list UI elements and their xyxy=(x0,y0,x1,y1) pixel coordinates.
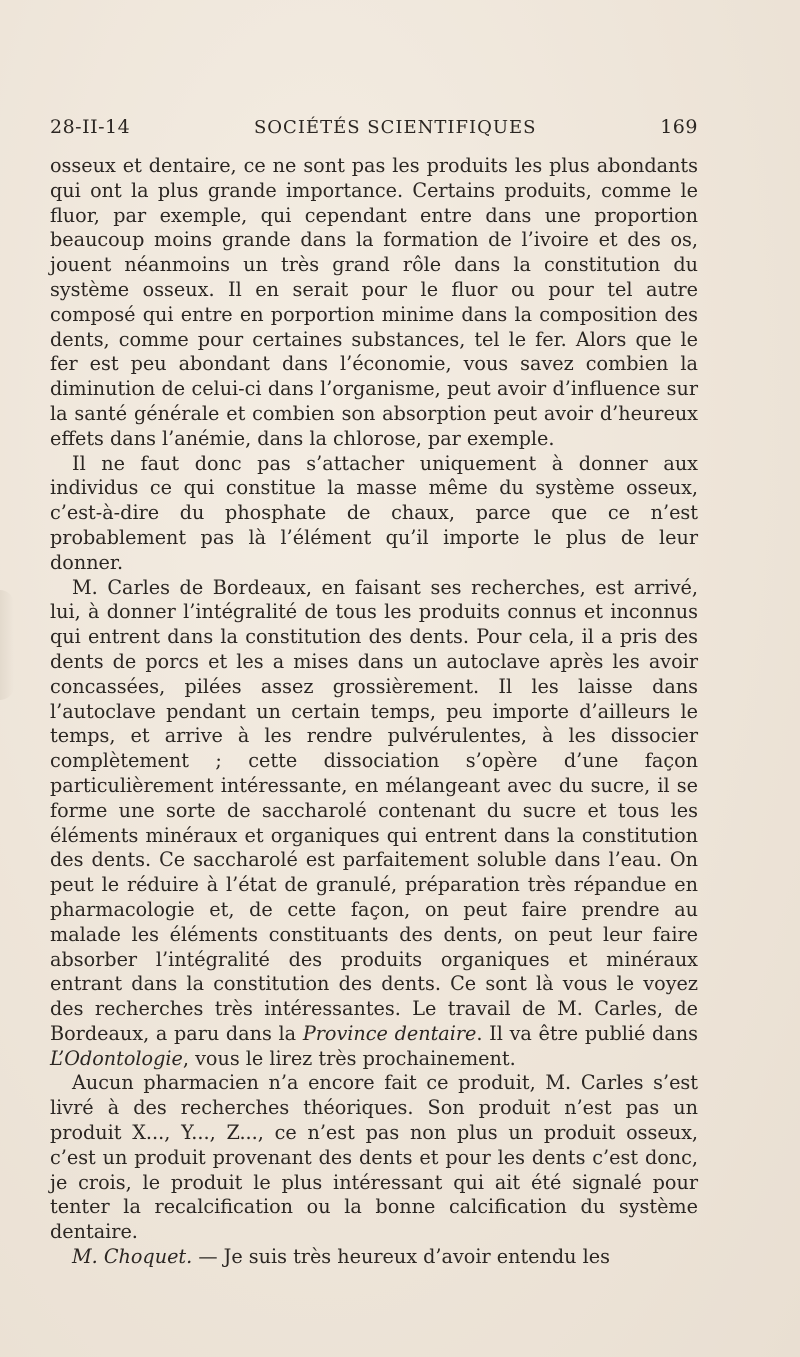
page-edge-shadow xyxy=(0,590,14,700)
journal-name-odontologie: L’Odontologie xyxy=(50,1046,183,1070)
paragraph-3-end: , vous le lirez très prochainement. xyxy=(182,1046,516,1070)
paragraph-3-mid: . Il va être publié dans xyxy=(476,1021,698,1045)
page-number: 169 xyxy=(660,116,698,138)
paragraph-3-text: M. Carles de Bordeaux, en faisant ses recherches, est arrivé, lui, à donner l’intégralité de tous les produits connus et inconnus qui entrent dans la constitution des dents. Pour cela, il a pris des dents de porcs et les a mises dans un autoclave après les avoir concassées, pilées assez grossièrement. Il les laisse dans l’autoclave pendant un certain temps, peu importe d’ailleurs le temps, et arrive à les rendre pulvérulentes, à les dissocier complètement ; cette dissociation s’opère d’une façon particulièrement intéressante, en mélangeant avec du sucre, il se forme une sorte de saccharolé contenant du sucre et tous les éléments minéraux et organiques qui entrent dans la constitution des dents. Ce saccharolé est parfaitement soluble dans l’eau. On peut le réduire à l’état de granulé, préparation très répandue en pharmacologie et, de cette façon, on peut faire prendre au malade les éléments constituants des dents, on peut leur faire absorber l’intégralité des produits organiques et minéraux entrant dans la constitution des dents. Ce sont là vous le voyez des recherches très intéressantes. Le travail de M. Carles, de Bordeaux, a paru dans la xyxy=(50,575,698,1045)
running-header xyxy=(50,116,698,146)
paragraph-4: Aucun pharmacien n’a encore fait ce produit, M. Carles s’est livré à des recherches théoriques. Son produit n’est pas un produit X..., Y..., Z..., ce n’est pas non plus un produit osseux, c’est un produit provenant des dents et pour les dents c’est donc, je crois, le produit le plus intéressant qui ait été signalé pour tenter la recalcification ou la bonne calcification du système dentaire. xyxy=(50,1071,698,1244)
document-page xyxy=(50,116,698,1270)
paragraph-1: osseux et dentaire, ce ne sont pas les produits les plus abondants qui ont la plus grande importance. Certains produits, comme le fluor, par exemple, qui cependant entre dans une proportion beaucoup moins grande dans la formation de l’ivoire et des os, jouent néanmoins un très grand rôle dans la constitution du système osseux. Il en serait pour le fluor ou pour tel autre composé qui entre en porportion minime dans la composition des dents, comme pour certaines substances, tel le fer. Alors que le fer est peu abondant dans l’économie, vous savez combien la diminution de celui-ci dans l’organisme, peut avoir d’influence sur la santé générale et combien son absorption peut avoir d’heureux effets dans l’anémie, dans la chlorose, par exemple. xyxy=(50,154,698,450)
speaker-name: M. Choquet. xyxy=(72,1245,193,1269)
header-date: 28-II-14 xyxy=(50,116,131,138)
paragraph-2: Il ne faut donc pas s’attacher uniquement à donner aux individus ce qui constitue la masse même du système osseux, c’est-à-dire du phosphate de chaux, parce que ce n’est probablement pas là l’élément qu’il importe le plus de leur donner. xyxy=(50,451,698,574)
speaker-text: — Je suis très heureux d’avoir entendu les xyxy=(192,1245,610,1269)
header-title: SOCIÉTÉS SCIENTIFIQUES xyxy=(253,117,537,138)
paragraph-5 xyxy=(50,1245,698,1270)
body-text xyxy=(50,154,698,1270)
paragraph-3 xyxy=(50,576,698,1072)
journal-name-province-dentaire: Province dentaire xyxy=(302,1021,477,1045)
